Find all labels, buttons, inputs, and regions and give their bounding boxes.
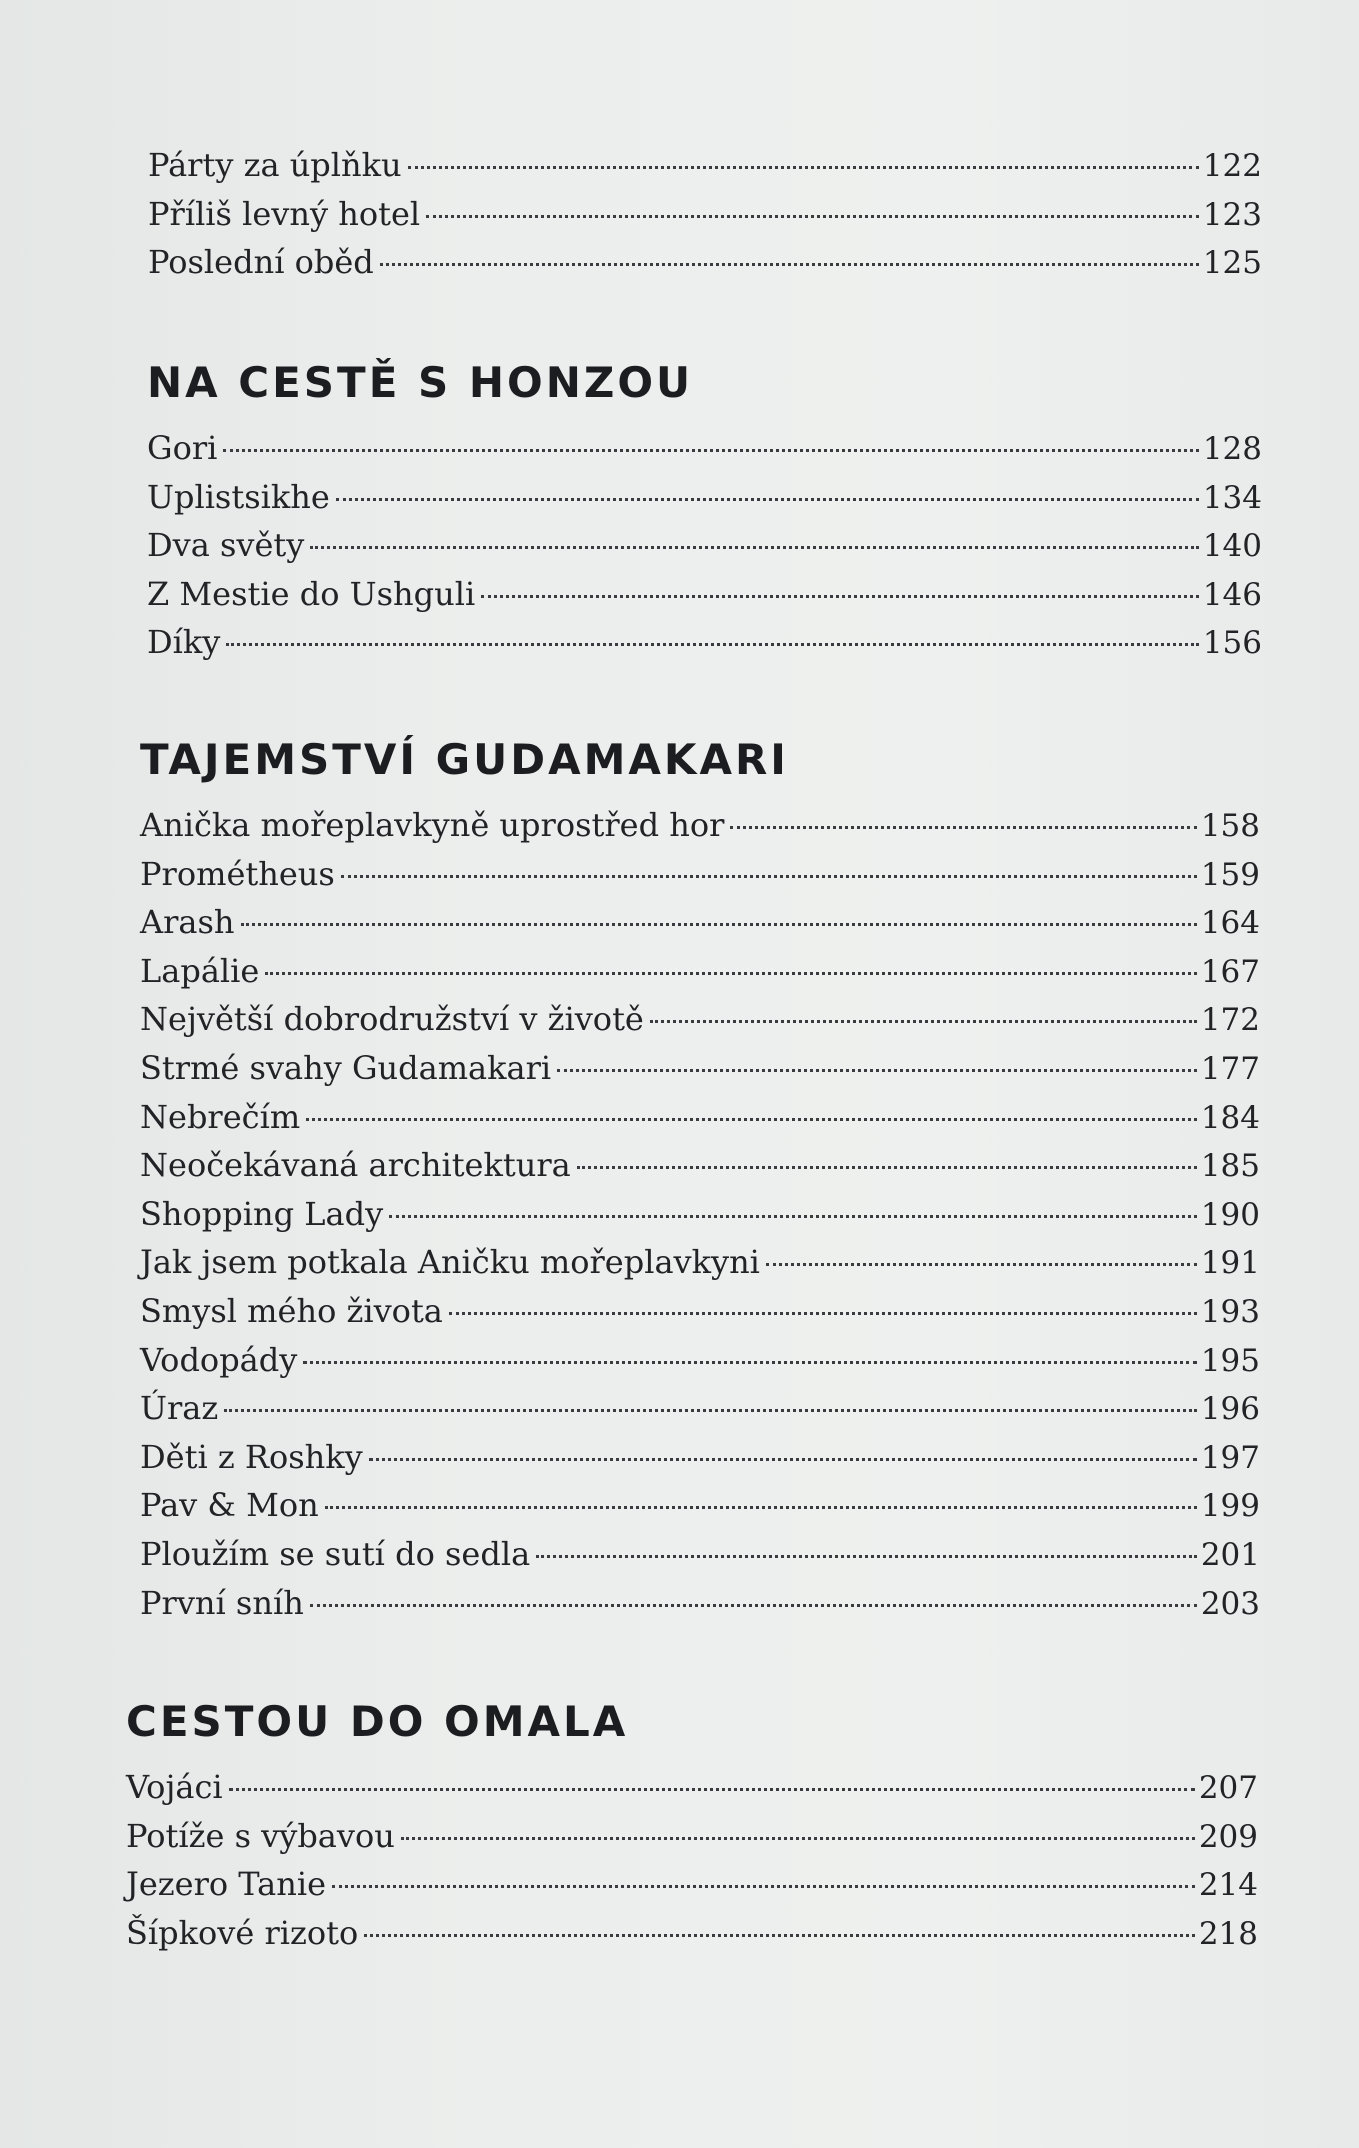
entry-page: 128 <box>1202 431 1262 467</box>
dot-leader <box>369 1458 1197 1461</box>
entry-title: Jak jsem potkala Aničku mořeplavkyni <box>140 1243 760 1282</box>
toc-entry <box>140 1341 1260 1390</box>
dot-leader <box>730 826 1196 829</box>
dot-leader <box>449 1312 1197 1315</box>
entry-title: Z Mestie do Ushguli <box>147 574 476 613</box>
toc-entry <box>140 1000 1260 1049</box>
dot-leader <box>332 1885 1195 1888</box>
entry-page: 207 <box>1198 1770 1258 1806</box>
entry-page: 158 <box>1200 808 1260 844</box>
toc-entry <box>148 146 1262 195</box>
entry-title: Pav & Mon <box>140 1486 319 1525</box>
toc-section <box>140 735 1260 1632</box>
dot-leader <box>325 1506 1197 1509</box>
entry-title: Neočekávaná architektura <box>140 1146 571 1185</box>
dot-leader <box>408 166 1199 169</box>
dot-leader <box>341 875 1197 878</box>
toc-entry <box>140 1049 1260 1098</box>
entry-page: 196 <box>1200 1391 1260 1428</box>
toc-entry <box>126 1817 1258 1866</box>
entry-page: 199 <box>1200 1488 1260 1525</box>
section-heading: NA CESTĚ S HONZOU <box>147 358 694 407</box>
entry-title: Nebrečím <box>140 1097 301 1136</box>
dot-leader <box>303 1361 1197 1364</box>
entry-title: Shopping Lady <box>140 1194 384 1233</box>
dot-leader <box>336 498 1199 501</box>
toc-entry <box>140 806 1260 855</box>
entry-page: 134 <box>1202 479 1262 516</box>
toc-entry <box>140 1584 1260 1633</box>
entry-title: Poslední oběd <box>148 243 374 282</box>
toc-section <box>147 358 1262 672</box>
entry-page: 177 <box>1200 1050 1260 1087</box>
toc-entry <box>140 1243 1260 1292</box>
entry-title: Příliš levný hotel <box>148 194 421 233</box>
entry-page: 190 <box>1200 1196 1260 1233</box>
toc-entry <box>126 1865 1258 1914</box>
entry-page: 159 <box>1200 856 1260 893</box>
toc-entry <box>147 478 1262 527</box>
entry-page: 201 <box>1200 1536 1260 1573</box>
entry-title: Děti z Roshky <box>140 1437 363 1476</box>
entry-title: Gori <box>147 429 218 467</box>
section-heading: CESTOU DO OMALA <box>126 1697 629 1746</box>
toc-intro <box>148 146 1262 292</box>
entry-page: 191 <box>1200 1245 1260 1282</box>
entry-page: 140 <box>1202 528 1262 565</box>
dot-leader <box>310 546 1198 549</box>
entry-title: Dva světy <box>147 526 305 565</box>
dot-leader <box>766 1263 1197 1266</box>
entry-page: 164 <box>1200 905 1260 942</box>
toc-entry <box>140 1486 1260 1535</box>
dot-leader <box>557 1069 1197 1072</box>
entry-title: Párty za úplňku <box>148 146 402 184</box>
toc-entry <box>140 1195 1260 1244</box>
entry-page: 203 <box>1200 1585 1260 1622</box>
entry-title: Díky <box>147 623 221 662</box>
entry-title: Strmé svahy Gudamakari <box>140 1048 552 1087</box>
entry-title: Jezero Tanie <box>126 1865 327 1904</box>
toc-entry <box>140 855 1260 904</box>
entry-page: 184 <box>1200 1099 1260 1136</box>
entry-page: 146 <box>1202 576 1262 613</box>
section-heading: TAJEMSTVÍ GUDAMAKARI <box>140 735 789 784</box>
dot-leader <box>310 1604 1197 1607</box>
toc-entry <box>140 1292 1260 1341</box>
dot-leader <box>229 1788 1195 1791</box>
entry-page: 167 <box>1200 953 1260 990</box>
dot-leader <box>426 215 1199 218</box>
entry-page: 122 <box>1202 148 1262 184</box>
toc-entry <box>147 429 1262 478</box>
toc-entry <box>148 195 1262 244</box>
toc-entry <box>140 1535 1260 1584</box>
entry-page: 214 <box>1198 1867 1258 1904</box>
toc-entry <box>147 623 1262 672</box>
entry-title: Šípkové rizoto <box>126 1913 359 1952</box>
dot-leader <box>536 1555 1197 1558</box>
toc-entry <box>140 1389 1260 1438</box>
dot-leader <box>306 1118 1197 1121</box>
toc-entry <box>140 952 1260 1001</box>
entry-title: Prométheus <box>140 854 335 893</box>
entry-title: První sníh <box>140 1583 304 1622</box>
dot-leader <box>223 449 1198 452</box>
dot-leader <box>577 1166 1197 1169</box>
entry-page: 195 <box>1200 1342 1260 1379</box>
dot-leader <box>226 643 1198 646</box>
entry-page: 125 <box>1202 245 1262 282</box>
toc-entry <box>140 1146 1260 1195</box>
dot-leader <box>401 1837 1195 1840</box>
dot-leader <box>650 1020 1197 1023</box>
entry-title: Smysl mého života <box>140 1291 443 1330</box>
entry-title: Lapálie <box>140 951 260 990</box>
toc-entry <box>147 526 1262 575</box>
entry-title: Úraz <box>140 1389 219 1428</box>
dot-leader <box>224 1409 1197 1412</box>
entry-title: Vodopády <box>140 1340 298 1379</box>
entry-page: 197 <box>1200 1439 1260 1476</box>
dot-leader <box>241 923 1197 926</box>
toc-entry <box>148 243 1262 292</box>
toc-entry <box>140 1098 1260 1147</box>
entry-title: Arash <box>140 903 235 942</box>
dot-leader <box>265 972 1197 975</box>
entry-title: Potíže s výbavou <box>126 1816 395 1855</box>
dot-leader <box>364 1934 1195 1937</box>
entry-page: 185 <box>1200 1148 1260 1185</box>
entry-page: 172 <box>1200 1002 1260 1039</box>
dot-leader <box>389 1215 1197 1218</box>
toc-section <box>126 1697 1258 1962</box>
entry-title: Ploužím se sutí do sedla <box>140 1534 531 1573</box>
entry-title: Anička mořeplavkyně uprostřed hor <box>140 806 725 844</box>
entry-page: 156 <box>1202 625 1262 662</box>
toc-entry <box>140 1438 1260 1487</box>
toc-entry <box>126 1914 1258 1963</box>
entry-title: Vojáci <box>126 1768 223 1806</box>
entry-title: Uplistsikhe <box>147 477 330 516</box>
entry-page: 218 <box>1198 1915 1258 1952</box>
dot-leader <box>481 595 1199 598</box>
entry-page: 193 <box>1200 1293 1260 1330</box>
toc-entry <box>126 1768 1258 1817</box>
entry-page: 209 <box>1198 1818 1258 1855</box>
entry-title: Největší dobrodružství v životě <box>140 1000 644 1039</box>
entry-page: 123 <box>1202 196 1262 233</box>
toc-entry <box>147 575 1262 624</box>
dot-leader <box>380 263 1199 266</box>
toc-entry <box>140 903 1260 952</box>
